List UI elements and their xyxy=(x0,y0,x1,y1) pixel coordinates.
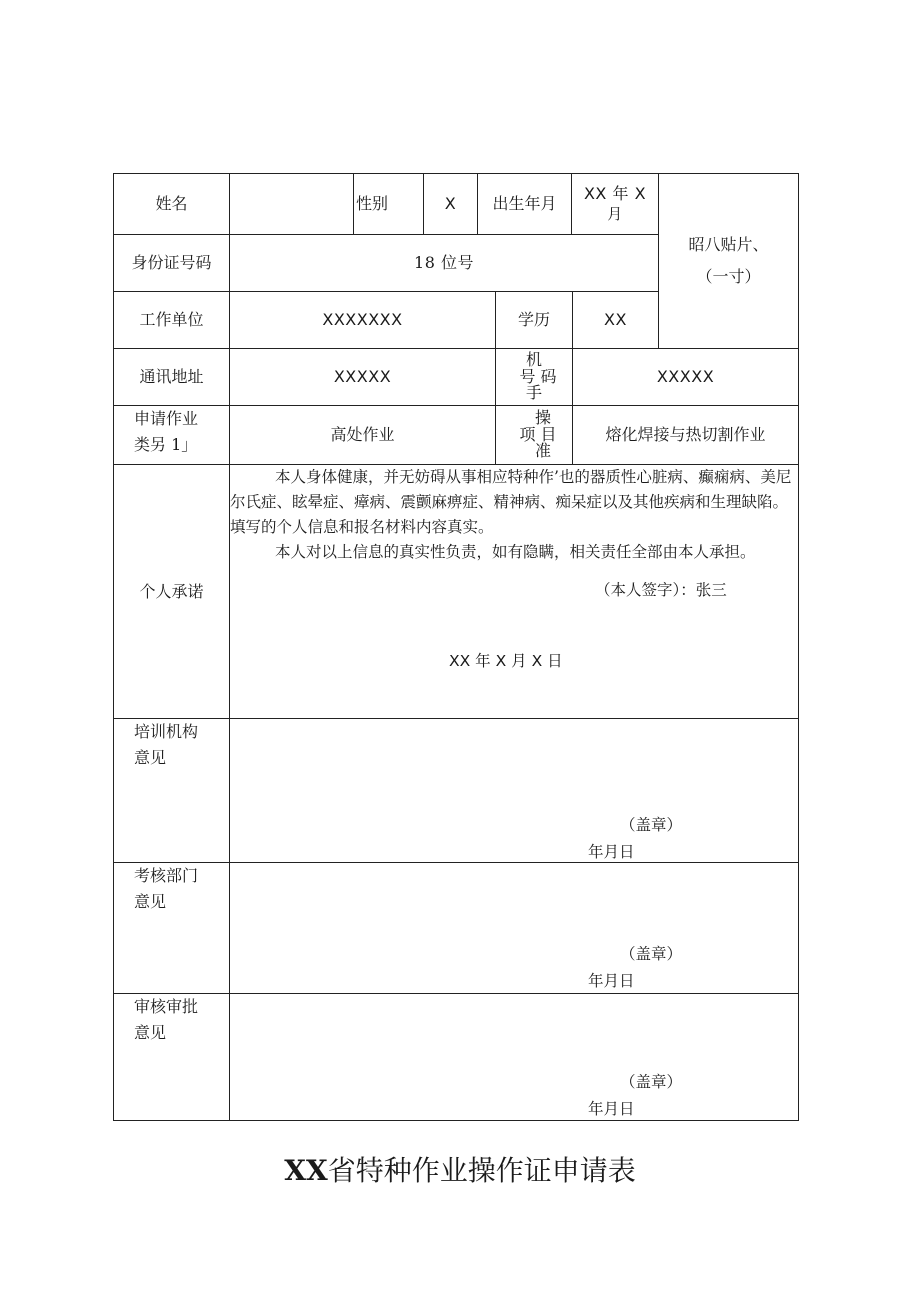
name-field[interactable] xyxy=(229,173,354,235)
work-field[interactable]: XXXXXXX xyxy=(229,291,496,349)
page-title xyxy=(0,1149,920,1189)
photo-instruction: 昭八贴片、 xyxy=(688,235,769,255)
promise-date[interactable]: XX 年 X 月 X 日 xyxy=(449,652,563,670)
job-type-label: 申请作业 类另 1」 xyxy=(113,405,230,465)
training-label: 培训机构 意见 xyxy=(113,718,230,863)
birth-label: 出生年月 xyxy=(477,173,572,235)
birth-field[interactable]: XX 年 X 月 xyxy=(571,173,659,235)
id-label: 身份证号码 xyxy=(113,234,230,292)
operation-item-field[interactable]: 熔化焊接与热切割作业 xyxy=(572,405,799,465)
promise-content xyxy=(229,464,799,719)
assessment-seal: （盖章） xyxy=(620,945,683,963)
address-field[interactable]: XXXXX xyxy=(229,348,496,406)
signature[interactable]: （本人签字）：张三 xyxy=(595,581,727,599)
title-rest: 省特种作业操作证申请表 xyxy=(327,1154,636,1187)
training-seal: （盖章） xyxy=(620,816,683,834)
approval-date: 年月日 xyxy=(588,1100,635,1118)
gender-field[interactable]: X xyxy=(423,173,478,235)
promise-paragraph-1: 本人身体健康，并无妨碍从事相应特种作’也的器质性心脏病、癫痫病、美尼尔氏症、眩晕症、瘴病、震颤麻痹症、精神病、痴呆症以及其他疾病和生理缺陷。填写的个人信息和报名材料内容真实。 xyxy=(230,468,792,536)
photo-size: （一寸） xyxy=(696,267,761,286)
assessment-opinion[interactable] xyxy=(229,862,799,994)
edu-field[interactable]: XX xyxy=(572,291,659,349)
phone-label: 机 号 码 手 xyxy=(495,348,573,406)
gender-label: 性别 xyxy=(353,173,424,235)
training-opinion[interactable] xyxy=(229,718,799,863)
id-field[interactable]: 18 位号 xyxy=(229,234,659,292)
edu-label: 学历 xyxy=(495,291,573,349)
work-label: 工作单位 xyxy=(113,291,230,349)
photo-box[interactable] xyxy=(658,173,799,349)
approval-label: 审核审批 意见 xyxy=(113,993,230,1121)
training-date: 年月日 xyxy=(588,843,635,861)
approval-seal: （盖章） xyxy=(620,1073,683,1091)
promise-label: 个人承诺 xyxy=(113,464,230,719)
phone-field[interactable]: XXXXX xyxy=(572,348,799,406)
job-type-field[interactable]: 高处作业 xyxy=(229,405,496,465)
promise-paragraph-2: 本人对以上信息的真实性负责，如有隐瞒，相关责任全部由本人承担。 xyxy=(274,543,756,561)
name-label: 姓名 xyxy=(113,173,230,235)
approval-opinion[interactable] xyxy=(229,993,799,1121)
assessment-date: 年月日 xyxy=(588,972,635,990)
address-label: 通讯地址 xyxy=(113,348,230,406)
operation-item-label: 操 项 目 准 xyxy=(495,405,573,465)
assessment-label: 考核部门 意见 xyxy=(113,862,230,994)
application-form xyxy=(113,173,799,1121)
title-prefix: XX xyxy=(284,1154,328,1187)
